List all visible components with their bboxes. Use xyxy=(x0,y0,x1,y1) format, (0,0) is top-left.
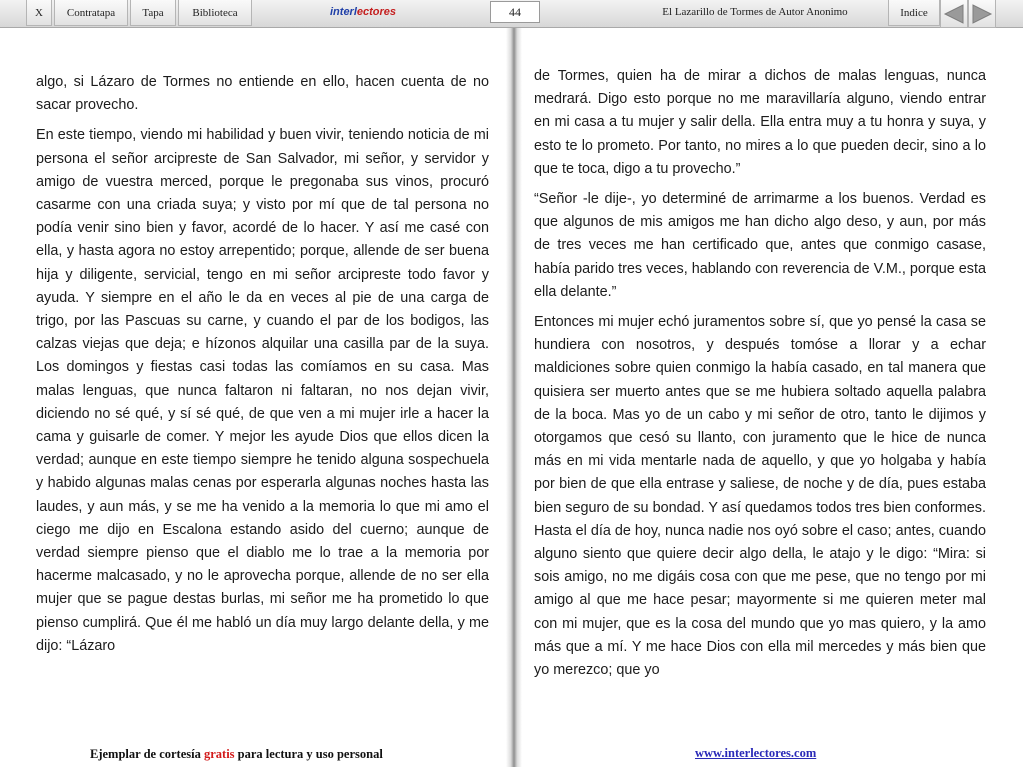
courtesy-text-2: para lectura y uso personal xyxy=(234,747,383,761)
courtesy-text-1: Ejemplar de cortesía xyxy=(90,747,204,761)
cover-button[interactable]: Tapa xyxy=(130,0,176,26)
left-paragraph: En este tiempo, viendo mi habilidad y buen vivir, teniendo noticia de mi persona el señor arcipreste de San Salvador, mi señor, y servidor y amigo de vuestra merced, porque le pregonaba sus vinos, procuró casarme con una criada suya; y visto por mí que de tal persona no podía venir sino bien y favor, acordé de lo hacer. Y así me casé con ella, y hasta agora no estoy arrepentido; porque, allende de ser buena hija y diligente, servicial, tengo en mi señor arcipreste todo favor y ayuda. Y siempre en el año le da en veces al pie de una carga de trigo, por las Pascuas su carne, y cuando el par de los bodigos, las calzas viejas que deja; e hízonos alquilar una casilla par de la suya. Los domingos y fiestas casi todas las comíamos en su casa. Mas malas lenguas, que nunca faltaron ni faltaran, no nos dejan vivir, diciendo no sé qué, y sí sé qué, de que ven a mi mujer irle a hacer la cama y guisarle de comer. Y mejor les ayude Dios que ellos dicen la verdad; aunque en este tiempo siempre he tenido alguna sospechuela y habido algunas malas cenas por esperarla algunas noches hasta las laudes, y aun más, y se me ha venido a la memoria lo que mi amo el ciego me dijo en Escalona estando asido del cuerno; aunque de verdad siempre pienso que el diablo me lo trae a la memoria por hacerme malcasado, y no le aprovecha porque, allende de no ser ella mujer que se pague destas burlas, mi señor me ha prometido lo que pienso cumplirá. Que él me habló un día muy largo delante della, y me dijo: “Lázaro xyxy=(36,127,489,654)
brand-logo xyxy=(330,6,396,18)
right-page-text xyxy=(534,65,986,689)
page-number-field[interactable]: 44 xyxy=(490,1,540,23)
triangle-right-icon xyxy=(971,4,993,24)
brand-logo-part2: ectores xyxy=(356,6,397,18)
right-paragraph: Entonces mi mujer echó juramentos sobre sí, que yo pensé la casa se hundiera con nosotros, y después tomóse a llorar y a echar maldiciones sobre quien conmigo la había casado, en tal manera que quisiera ser muerto antes que se me hubiera soltado aquella palabra de la boca. Mas yo de un cabo y mi señor de otro, tanto le dijimos y otorgamos que cesó su llanto, con juramento que le hice de nunca más en mi vida mentarle nada de aquello, y que yo holgaba y había por bien de que ella entrase y saliese, de noche y de día, pues estaba bien seguro de su bondad. Y así quedamos todos tres bien conformes. Hasta el día de hoy, nunca nadie nos oyó sobre el caso; antes, cuando alguno siento que quiere decir algo della, le atajo y le digo: “Mira: si sois amigo, no me digáis cosa con que me pese, que no tengo por mi amigo al que me hace pesar; mayormente si me quieren meter mal con mi mujer, que es la cosa del mundo que yo mas quiero, y la amo más que a mí. Y me hace Dios con ella mil mercedes y más bien que yo merezco; que yo xyxy=(534,314,986,679)
next-page-button[interactable] xyxy=(968,0,996,28)
courtesy-notice xyxy=(90,747,383,762)
library-button[interactable]: Biblioteca xyxy=(178,0,252,26)
website-link[interactable]: www.interlectores.com xyxy=(695,746,817,760)
close-button[interactable]: X xyxy=(26,0,52,26)
book-spine xyxy=(506,28,522,767)
brand-logo-part1: interl xyxy=(330,6,357,18)
back-cover-button[interactable]: Contratapa xyxy=(54,0,128,26)
top-toolbar xyxy=(0,0,1023,28)
left-page-text xyxy=(36,71,489,665)
courtesy-text-free: gratis xyxy=(203,747,235,761)
index-button[interactable]: Indice xyxy=(888,0,940,26)
right-paragraph: de Tormes, quien ha de mirar a dichos de malas lenguas, nunca medrará. Digo esto porque no me maravillaría alguno, viendo entrar en mi casa a tu mujer y salir della. Ella entra muy a tu honra y suya, y esto te lo prometo. Por tanto, no mires a lo que pueden decir, sino a lo que te toca, digo a tu provecho.” xyxy=(534,68,986,177)
left-paragraph: algo, si Lázaro de Tormes no entiende en ello, hacen cuenta de no sacar provecho. xyxy=(36,74,489,114)
previous-page-button[interactable] xyxy=(940,0,968,28)
right-paragraph: “Señor -le dije-, yo determiné de arrimarme a los buenos. Verdad es que algunos de mis amigos me han dicho algo deso, y aun, por más de tres veces me han certificado que, antes que conmigo casase, había parido tres veces, hablando con reverencia de V.M., porque esta ella delante.” xyxy=(534,191,986,300)
book-title: El Lazarillo de Tormes de Autor Anonimo xyxy=(662,6,848,18)
triangle-left-icon xyxy=(943,4,965,24)
